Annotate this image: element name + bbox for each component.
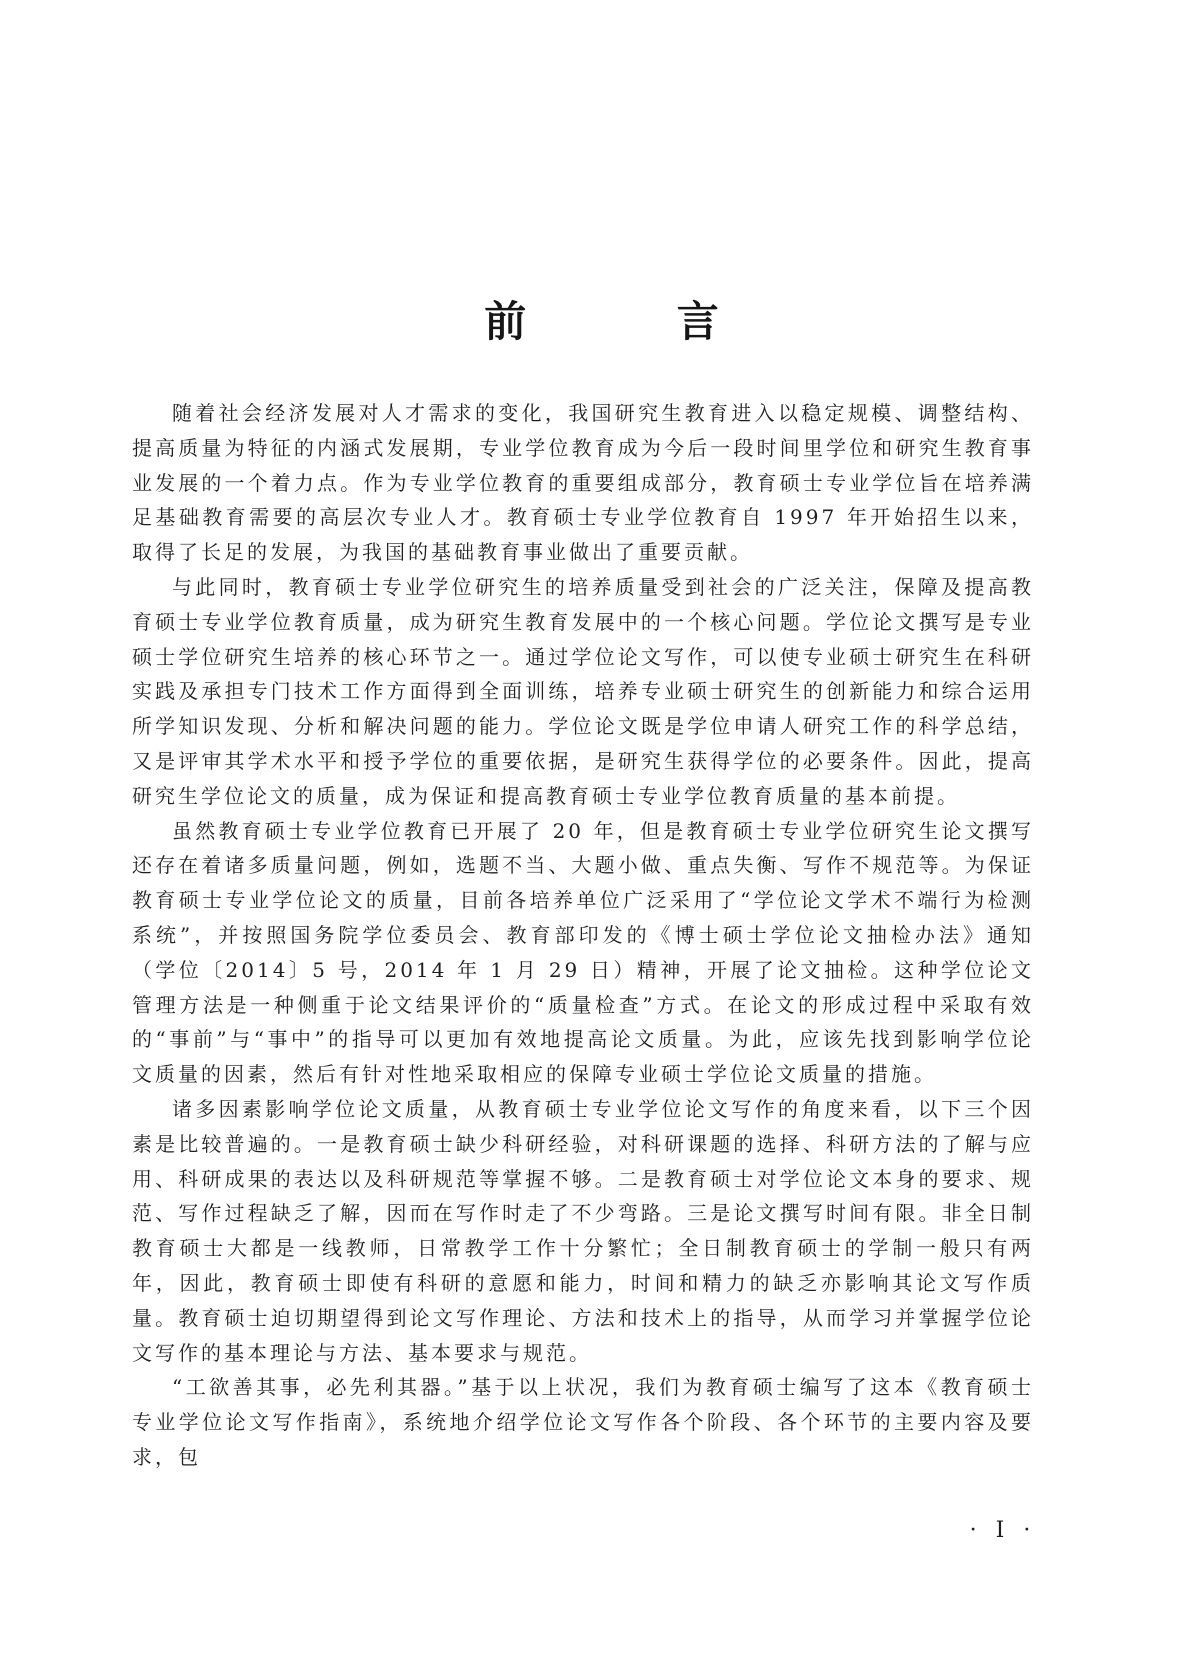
paragraph-1: 随着社会经济发展对人才需求的变化，我国研究生教育进入以稳定规模、调整结构、提高质量为特征的内涵式发展期，专业学位教育成为今后一段时间里学位和研究生教育事业发展的一个着力点。作为专业学位教育的重要组成部分，教育硕士专业学位旨在培养满足基础教育需要的高层次专业人才。教育硕士专业学位教育自 1997 年开始招生以来，取得了长足的发展，为我国的基础教育事业做出了重要贡献。 — [132, 401, 1034, 565]
body-text — [132, 396, 1034, 1475]
page-number: · Ⅰ · — [969, 1518, 1037, 1543]
paragraph-2: 与此同时，教育硕士专业学位研究生的培养质量受到社会的广泛关注，保障及提高教育硕士专业学位教育质量，成为研究生教育发展中的一个核心问题。学位论文撰写是专业硕士学位研究生培养的核心环节之一。通过学位论文写作，可以使专业硕士研究生在科研实践及承担专门技术工作方面得到全面训练，培养专业硕士研究生的创新能力和综合运用所学知识发现、分析和解决问题的能力。学位论文既是学位申请人研究工作的科学总结，又是评审其学术水平和授予学位的重要依据，是研究生获得学位的必要条件。因此，提高研究生学位论文的质量，成为保证和提高教育硕士专业学位教育质量的基本前提。 — [132, 574, 1034, 808]
page-title: 前 言 — [484, 297, 787, 347]
paragraph-3: 虽然教育硕士专业学位教育已开展了 20 年，但是教育硕士专业学位研究生论文撰写还存在着诸多质量问题，例如，选题不当、大题小做、重点失衡、写作不规范等。为保证教育硕士专业学位论文的质量，目前各培养单位广泛采用了“学位论文学术不端行为检测系统”，并按照国务院学位委员会、教育部印发的《博士硕士学位论文抽检办法》通知（学位〔2014〕5 号，2014 年 1 月 29 日）精神，开展了论文抽检。这种学位论文管理方法是一种侧重于论文结果评价的“质量检查”方式。在论文的形成过程中采取有效的“事前”与“事中”的指导可以更加有效地提高论文质量。为此，应该先找到影响学位论文质量的因素，然后有针对性地采取相应的保障专业硕士学位论文质量的措施。 — [132, 818, 1034, 1087]
paragraph-5: “工欲善其事，必先利其器。”基于以上状况，我们为教育硕士编写了这本《教育硕士专业学位论文写作指南》，系统地介绍学位论文写作各个阶段、各个环节的主要内容及要求，包 — [132, 1375, 1034, 1469]
paragraph-4: 诸多因素影响学位论文质量，从教育硕士专业学位论文写作的角度来看，以下三个因素是比较普遍的。一是教育硕士缺少科研经验，对科研课题的选择、科研方法的了解与应用、科研成果的表达以及科研规范等掌握不够。二是教育硕士对学位论文本身的要求、规范、写作过程缺乏了解，因而在写作时走了不少弯路。三是论文撰写时间有限。非全日制教育硕士大都是一线教师，日常教学工作十分繁忙；全日制教育硕士的学制一般只有两年，因此，教育硕士即使有科研的意愿和能力，时间和精力的缺乏亦影响其论文写作质量。教育硕士迫切期望得到论文写作理论、方法和技术上的指导，从而学习并掌握学位论文写作的基本理论与方法、基本要求与规范。 — [132, 1096, 1034, 1365]
